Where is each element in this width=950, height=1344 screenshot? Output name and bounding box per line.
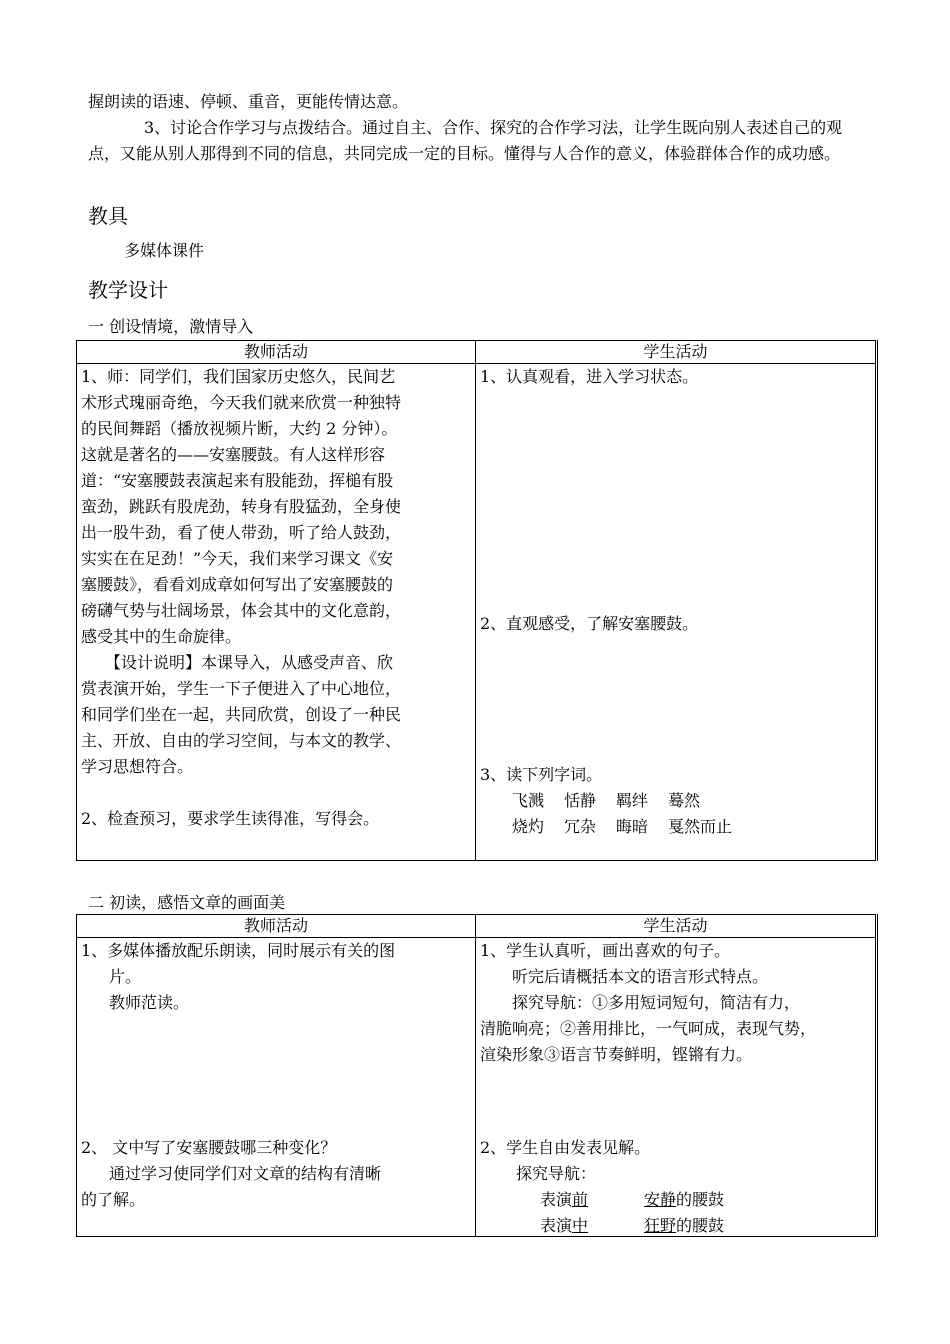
- stage-row-1: [540, 1187, 724, 1213]
- stage-row-2: [540, 1213, 724, 1239]
- teacher-line: 蛮劲，跳跃有股虎劲，转身有股猛劲，全身使: [81, 497, 402, 516]
- section1-student-cell: [476, 364, 877, 861]
- stage-label-underlined: 前: [572, 1190, 589, 1209]
- teacher-line: 磅礴气势与壮阔场景，体会其中的文化意韵，: [81, 601, 402, 620]
- student-item-3: 3、读下列字词。: [480, 765, 603, 784]
- word: 恬静: [564, 791, 597, 810]
- section2-student-cell: [476, 938, 877, 1237]
- intro-paragraph-3: 3、讨论合作学习与点拨结合。通过自主、合作、探究的合作学习法，让学生既向别人表述自己的观点，又能从别人那得到不同的信息，共同完成一定的目标。懂得与人合作的意义，体验群体合作的成功感。: [88, 118, 843, 163]
- section1-table: [76, 340, 878, 861]
- teacher-line-blank: [81, 780, 471, 806]
- section2-table: [76, 914, 878, 1237]
- teacher-line: 赏表演开始，学生一下子便进入了中心地位，: [81, 679, 402, 698]
- student-item-1-d: 清脆响亮；②善用排比，一气呵成，表现气势，: [480, 1019, 817, 1038]
- design-heading: 教学设计: [88, 278, 168, 302]
- design-note-line: 【设计说明】本课导入，从感受声音、欣: [105, 653, 394, 672]
- word: 烧灼: [512, 817, 545, 836]
- stage-label: 表演: [540, 1216, 573, 1235]
- stage-desc-underlined: 狂野: [644, 1216, 677, 1235]
- jiaoju-content: 多媒体课件: [124, 241, 205, 260]
- intro-line: 握朗读的语速、停顿、重音，更能传情达意。: [88, 92, 409, 111]
- student-item-1-e: 渲染形象③语言节奏鲜明，铿锵有力。: [480, 1045, 753, 1064]
- word: 戛然而止: [668, 817, 733, 836]
- teacher-item-2: 2、 文中写了安塞腰鼓哪三种变化？: [81, 1138, 337, 1157]
- teacher-line: 感受其中的生命旋律。: [81, 627, 242, 646]
- teacher-line: 这就是著名的——安塞腰鼓。有人这样形容: [81, 445, 386, 464]
- stage-label-underlined: 中: [572, 1216, 589, 1235]
- section2-body-row: [77, 938, 877, 1237]
- jiaoju-heading: 教具: [88, 204, 128, 228]
- word-list-row-1: [512, 788, 700, 814]
- student-item-2: 2、学生自由发表见解。: [480, 1138, 651, 1157]
- section2-header-teacher: 教师活动: [77, 915, 476, 938]
- teacher-line: 2、检查预习，要求学生读得准，写得会。: [81, 809, 380, 828]
- teacher-line: 学习思想符合。: [81, 757, 194, 776]
- section1-body-row: [77, 364, 877, 861]
- teacher-line: 塞腰鼓》，看看刘成章如何写出了安塞腰鼓的: [81, 575, 394, 594]
- section1-header-teacher: 教师活动: [77, 341, 476, 364]
- teacher-line: 道：“安塞腰鼓表演起来有股能劲，挥槌有股: [81, 471, 394, 490]
- student-item-1-c: 探究导航：①多用短词短句，简洁有力，: [512, 993, 801, 1012]
- stage-desc-underlined: 安静: [644, 1190, 677, 1209]
- student-item-1-b: 听完后请概括本文的语言形式特点。: [512, 967, 769, 986]
- section2-header-student: 学生活动: [476, 915, 877, 938]
- section2-teacher-cell: [77, 938, 476, 1237]
- stage-desc: 的腰鼓: [676, 1190, 725, 1209]
- teacher-item-1: 1、多媒体播放配乐朗读，同时展示有关的图: [81, 941, 396, 960]
- teacher-line: 出一股牛劲，看了使人带劲，听了给人鼓劲，: [81, 523, 402, 542]
- student-item-1: 1、学生认真听，画出喜欢的句子。: [480, 941, 731, 960]
- teacher-line: 术形式瑰丽奇绝，今天我们就来欣赏一种独特: [81, 393, 402, 412]
- section2-title: 二 初读，感悟文章的画面美: [88, 893, 286, 912]
- teacher-line: 和同学们坐在一起，共同欣赏，创设了一种民: [81, 705, 402, 724]
- word: 冗杂: [564, 817, 597, 836]
- student-item-2-guide: 探究导航：: [516, 1164, 597, 1183]
- section1-header-row: [77, 341, 877, 364]
- teacher-line: 主、开放、自由的学习空间，与本文的教学、: [81, 731, 402, 750]
- stage-label: 表演: [540, 1190, 573, 1209]
- teacher-line: 实实在在足劲！”今天，我们来学习课文《安: [81, 549, 394, 568]
- section1-header-student: 学生活动: [476, 341, 877, 364]
- student-item-1: 1、认真观看，进入学习状态。: [480, 367, 699, 386]
- word: 羁绊: [616, 791, 649, 810]
- section2-header-row: [77, 915, 877, 938]
- teacher-line: 的民间舞蹈（播放视频片断，大约 2 分钟）。: [81, 419, 398, 438]
- word: 飞溅: [512, 791, 545, 810]
- teacher-item-2-cont: 通过学习使同学们对文章的结构有清晰: [109, 1164, 382, 1183]
- teacher-item-2-end: 的了解。: [81, 1190, 146, 1209]
- stage-desc: 的腰鼓: [676, 1216, 725, 1235]
- section1-teacher-cell: [77, 364, 476, 861]
- teacher-item-1-cont: 片。: [109, 967, 142, 986]
- word-list-row-2: [512, 814, 732, 840]
- word: 晦暗: [616, 817, 649, 836]
- teacher-item-1-note: 教师范读。: [109, 993, 190, 1012]
- section1-title: 一 创设情境，激情导入: [88, 317, 254, 336]
- student-item-2: 2、直观感受，了解安塞腰鼓。: [480, 614, 699, 633]
- teacher-line: 1、师：同学们，我们国家历史悠久，民间艺: [81, 367, 396, 386]
- word: 蓦然: [668, 791, 701, 810]
